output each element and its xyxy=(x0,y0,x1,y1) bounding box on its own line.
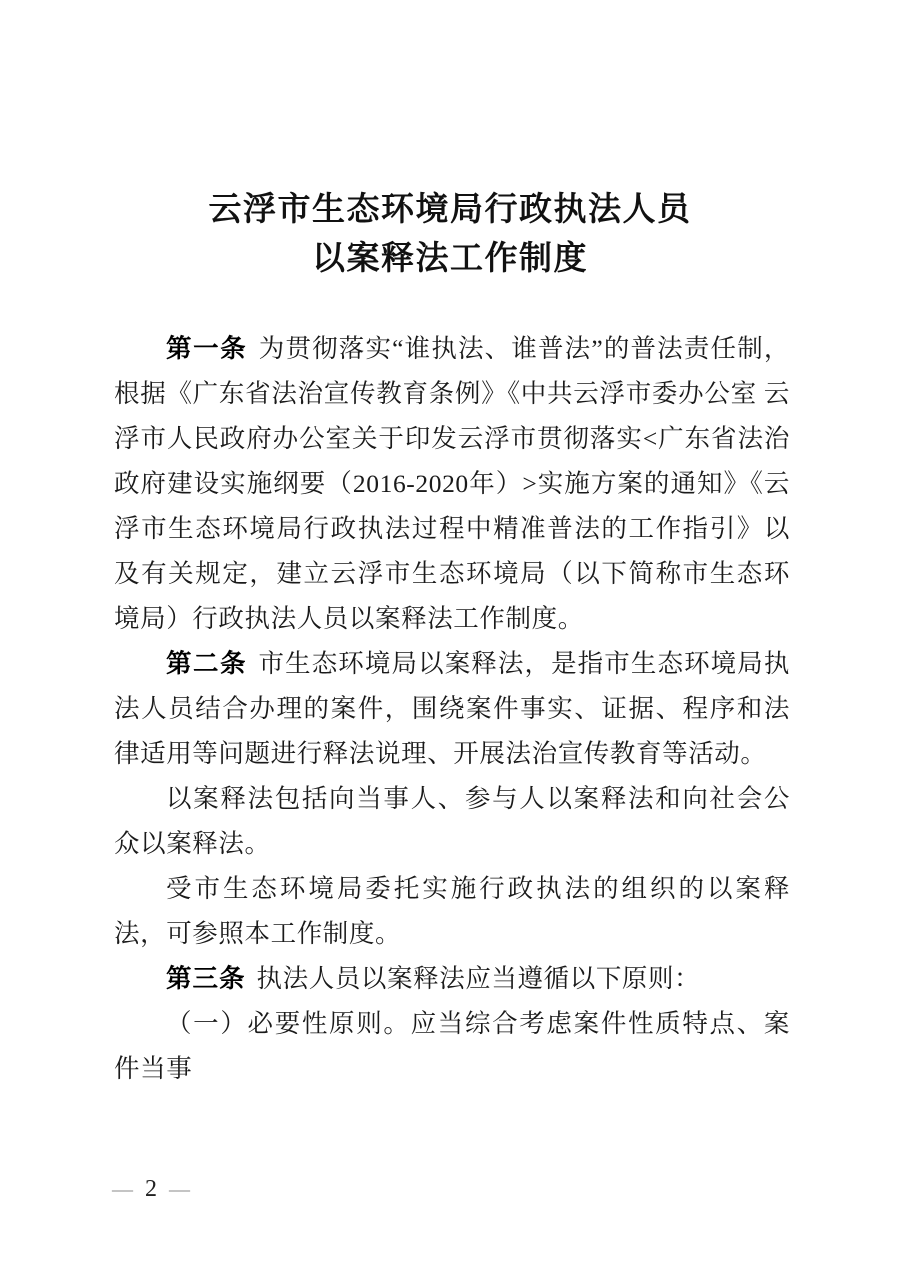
body-paragraph-4 xyxy=(114,866,790,956)
article-number-2: 第二条 xyxy=(166,649,247,678)
title-line-1: 云浮市生态环境局行政执法人员 xyxy=(208,192,692,228)
article-number-3: 第三条 xyxy=(166,964,246,993)
article-paragraph-5 xyxy=(114,956,790,1001)
dash-left-glyph: — xyxy=(112,1177,136,1201)
article-paragraph-1 xyxy=(114,326,790,641)
page-number-value: 2 xyxy=(145,1176,160,1202)
body-text-3: 以案释法包括向当事人、参与人以案释法和向社会公众以案释法。 xyxy=(114,784,790,858)
article-text-2: 市生态环境局以案释法，是指市生态环境局执法人员结合办理的案件，围绕案件事实、证据、程序和法律适用等问题进行释法说理、开展法治宣传教育等活动。 xyxy=(114,649,790,768)
page-number xyxy=(112,1176,193,1203)
body-paragraph-3 xyxy=(114,776,790,866)
article-paragraph-2 xyxy=(114,641,790,776)
article-text-5: 执法人员以案释法应当遵循以下原则： xyxy=(256,964,701,993)
article-number-1: 第一条 xyxy=(166,334,248,363)
body-text-4: 受市生态环境局委托实施行政执法的组织的以案释法，可参照本工作制度。 xyxy=(114,874,790,948)
document-body xyxy=(114,326,790,1091)
article-text-1: 为贯彻落实“谁执法、谁普法”的普法责任制，根据《广东省法治宣传教育条例》《中共云浮市委办公室 云浮市人民政府办公室关于印发云浮市贯彻落实<广东省法治政府建设实施纲要（2016-2020年）>实施方案的通知》《云浮市生态环境局行政执法过程中精准普法的工作指引》以及有关规定，建立云浮市生态环境局（以下简称市生态环境局）行政执法人员以案释法工作制度。 xyxy=(114,334,790,633)
clause-text-6: （一）必要性原则。应当综合考虑案件性质特点、案件当事 xyxy=(114,1009,790,1083)
dash-right-glyph: — xyxy=(169,1177,193,1201)
title-line-2: 以案释法工作制度 xyxy=(312,241,588,277)
page-title xyxy=(110,186,790,284)
clause-paragraph-6 xyxy=(114,1001,790,1091)
